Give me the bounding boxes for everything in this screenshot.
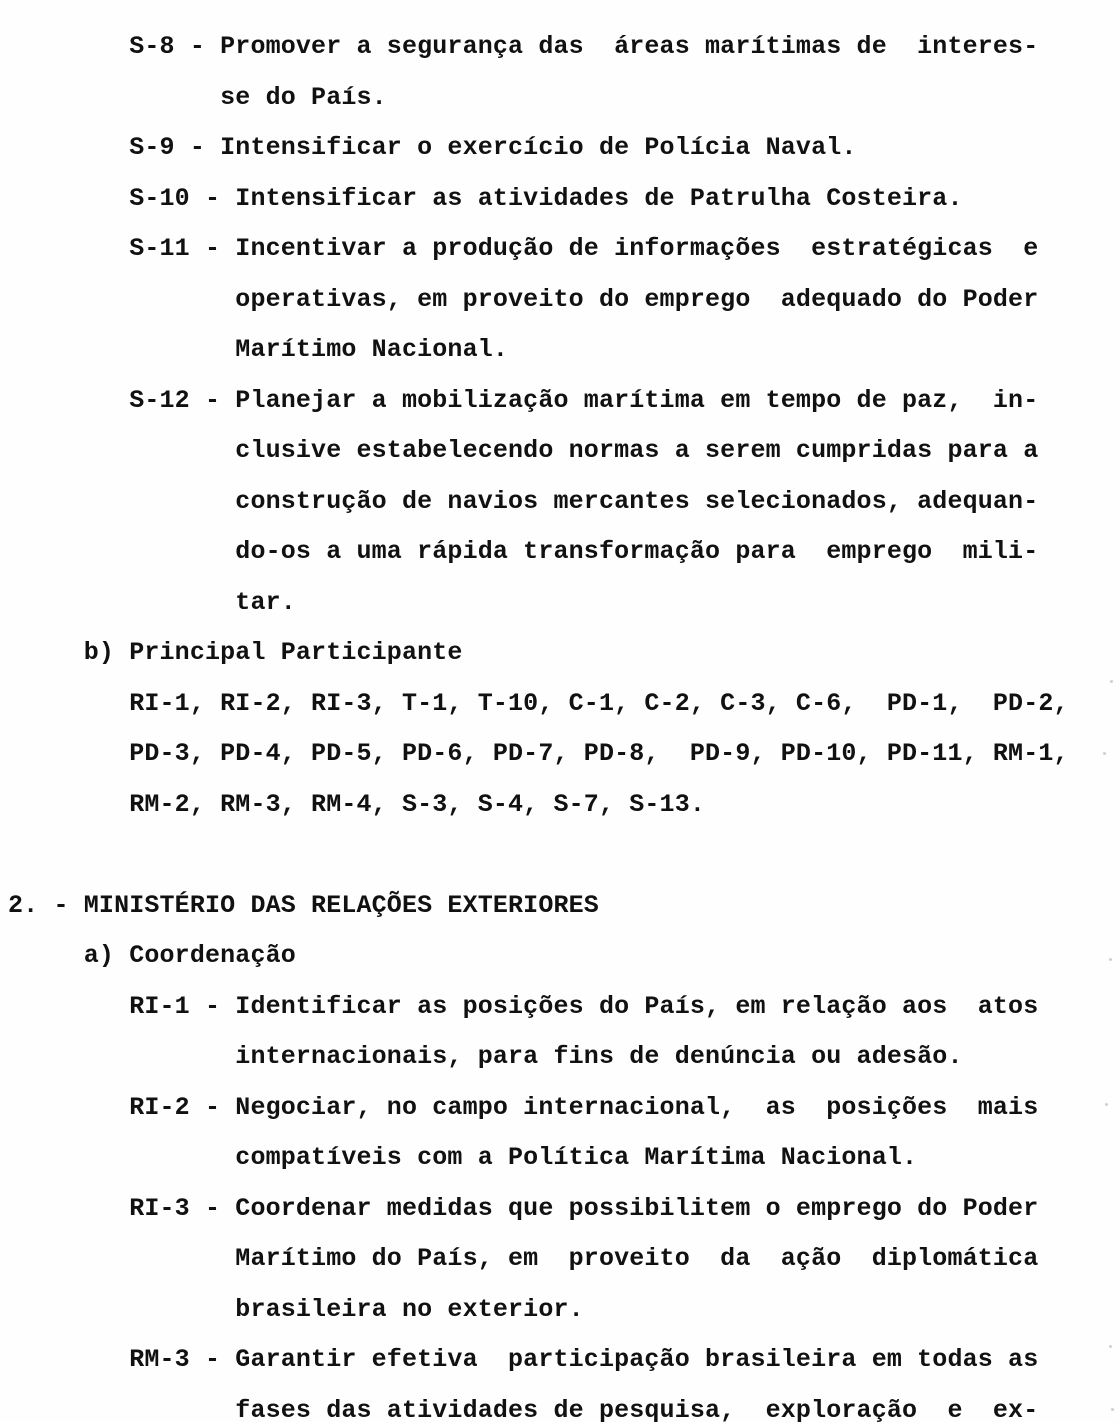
item-line-s10: S-10 - Intensificar as atividades de Patrulha Costeira. [8,183,963,213]
scan-speck [1105,1103,1108,1106]
item-line-ri1-cont: internacionais, para fins de denúncia ou adesão. [8,1042,963,1071]
document-text-block [8,22,1119,1422]
item-line-ri3-cont: brasileira no exterior. [8,1294,584,1324]
item-line-s12-cont: tar. [8,587,296,617]
item-line-ri2: RI-2 - Negociar, no campo internacional, as posições mais [8,1092,1039,1122]
item-line-s8-cont: se do País. [8,82,387,112]
item-line-s11: S-11 - Incentivar a produção de informações estratégicas e [8,234,1039,263]
item-line-ri3-cont: Marítimo do País, em proveito da ação diplomática [8,1244,1039,1273]
item-line-s12-cont: do-os a uma rápida transformação para emprego mili- [8,537,1039,566]
item-line-ri2-cont: compatíveis com a Política Marítima Nacional. [8,1143,918,1172]
item-line-s12-cont: clusive estabelecendo normas a serem cumpridas para a [8,436,1039,465]
scan-speck [1110,680,1113,683]
participant-list-line: RM-2, RM-3, RM-4, S-3, S-4, S-7, S-13. [8,789,706,819]
scan-speck [1111,1408,1114,1411]
item-line-ri1: RI-1 - Identificar as posições do País, em relação aos atos [8,991,1039,1021]
scan-speck [1109,1345,1112,1348]
item-line-s12-cont: construção de navios mercantes selecionados, adequan- [8,486,1039,516]
item-line-s11-cont: Marítimo Nacional. [8,335,509,364]
blank-line [8,830,1119,881]
subsection-label-b: b) Principal Participante [8,638,463,667]
participant-list-line: RI-1, RI-2, RI-3, T-1, T-10, C-1, C-2, C-3, C-6, PD-1, PD-2, [8,688,1069,718]
item-line-s11-cont: operativas, em proveito do emprego adequado do Poder [8,284,1039,314]
participant-list-line: PD-3, PD-4, PD-5, PD-6, PD-7, PD-8, PD-9, PD-10, PD-11, RM-1, [8,739,1069,768]
item-line-s9: S-9 - Intensificar o exercício de Polícia Naval. [8,133,857,162]
item-line-ri3: RI-3 - Coordenar medidas que possibilitem o emprego do Poder [8,1193,1039,1223]
item-line-rm3-cont: fases das atividades de pesquisa, exploração e ex- [8,1395,1039,1422]
subsection-label-a: a) Coordenação [8,941,296,970]
item-line-s8: S-8 - Promover a segurança das áreas marítimas de interes- [8,32,1039,61]
item-line-s12: S-12 - Planejar a mobilização marítima em tempo de paz, in- [8,385,1039,415]
item-line-rm3: RM-3 - Garantir efetiva participação brasileira em todas as [8,1345,1039,1374]
scan-speck [1109,958,1112,961]
scan-speck [1103,752,1106,755]
section-heading-ministerio: 2. - MINISTÉRIO DAS RELAÇÕES EXTERIORES [8,890,599,920]
